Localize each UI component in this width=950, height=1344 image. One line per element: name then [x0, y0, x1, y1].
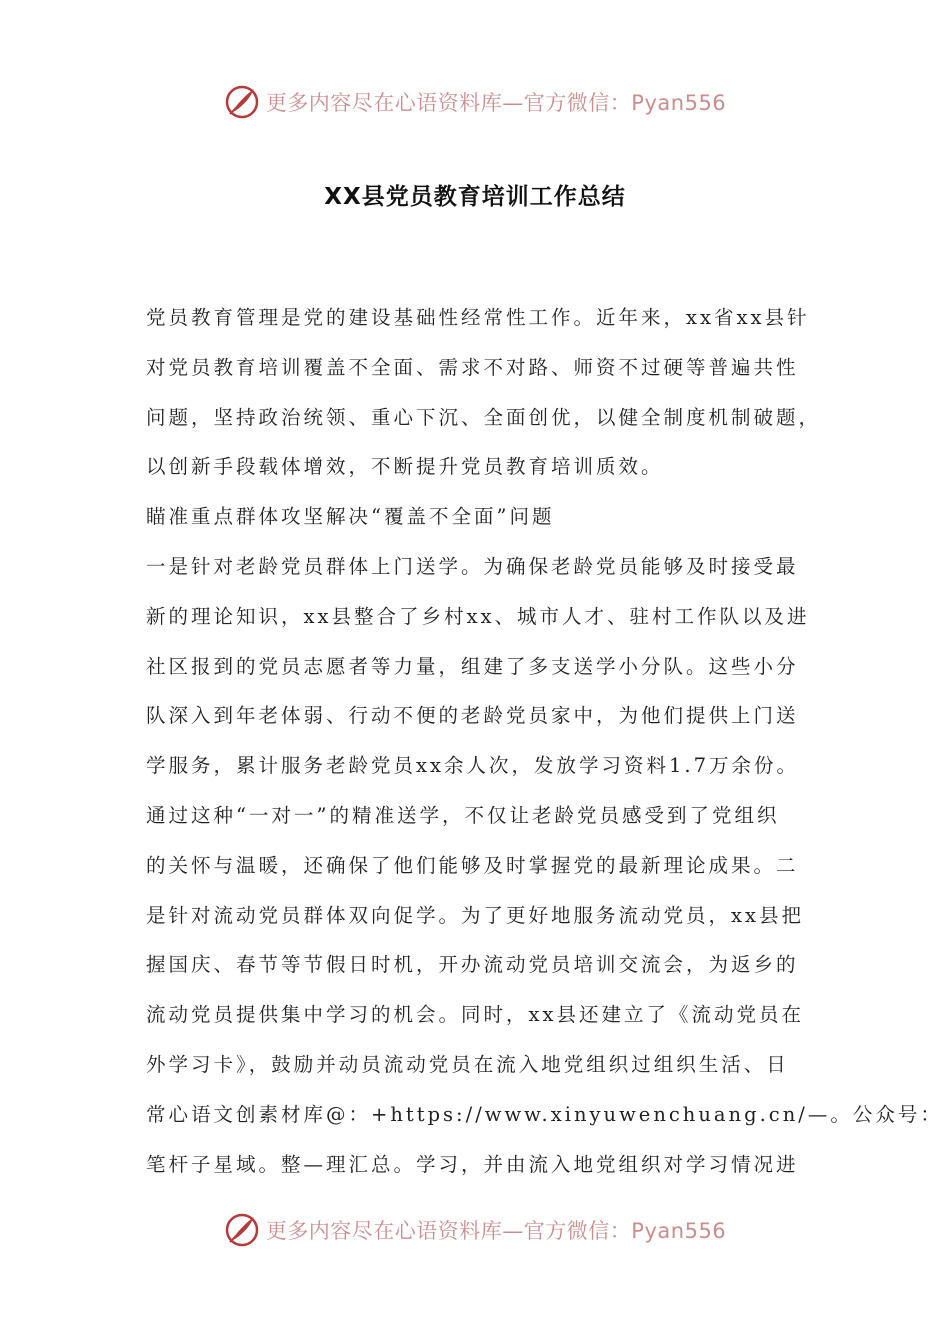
body-line: 常心语文创素材库@：+https://www.xinyuwenchuang.cn/—。公众号： [146, 1102, 943, 1126]
body-line: 笔杆子星域。整—理汇总。学习，并由流入地党组织对学习情况进 [146, 1152, 799, 1176]
banner-text: 更多内容尽在心语资料库—官方微信：Pyan556 [265, 1219, 727, 1243]
body-line: 问题，坚持政治统领、重心下沉、全面创优，以健全制度机制破题， [146, 405, 822, 429]
body-line: 是针对流动党员群体双向促学。为了更好地服务流动党员，xx县把 [146, 903, 804, 927]
body-line: 学服务，累计服务老龄党员xx余人次，发放学习资料1.7万余份。 [146, 754, 800, 778]
body-line: 流动党员提供集中学习的机会。同时，xx县还建立了《流动党员在 [146, 1003, 804, 1027]
body-line: 新的理论知识，xx县整合了乡村xx、城市人才、驻村工作队以及进 [146, 604, 810, 628]
section-heading: 瞄准重点群体攻坚解决“覆盖不全面”问题 [146, 505, 555, 529]
quill-logo-icon [224, 84, 260, 120]
banner-text: 更多内容尽在心语资料库—官方微信：Pyan556 [265, 91, 727, 115]
document-title: XX县党员教育培训工作总结 [324, 184, 626, 210]
body-line: 外学习卡》，鼓励并动员流动党员在流入地党组织过组织生活、日 [146, 1052, 789, 1076]
footer-watermark-banner [0, 1210, 950, 1250]
body-line: 一是针对老龄党员群体上门送学。为确保老龄党员能够及时接受最 [146, 554, 799, 578]
quill-logo-icon [224, 1212, 260, 1248]
body-line: 的关怀与温暖，还确保了他们能够及时掌握党的最新理论成果。二 [146, 853, 799, 877]
body-line: 握国庆、春节等节假日时机，开办流动党员培训交流会，为返乡的 [146, 953, 799, 977]
body-line: 通过这种“一对一”的精准送学，不仅让老龄党员感受到了党组织 [146, 803, 780, 827]
body-line: 对党员教育培训覆盖不全面、需求不对路、师资不过硬等普遍共性 [146, 355, 799, 379]
document-body [146, 300, 943, 1196]
header-watermark-banner [0, 82, 950, 122]
body-line: 党员教育管理是党的建设基础性经常性工作。近年来，xx省xx县针 [146, 306, 810, 329]
body-line: 队深入到年老体弱、行动不便的老龄党员家中，为他们提供上门送 [146, 704, 799, 728]
body-line: 以创新手段载体增效，不断提升党员教育培训质效。 [146, 455, 664, 479]
body-line: 社区报到的党员志愿者等力量，组建了多支送学小分队。这些小分 [146, 654, 799, 678]
